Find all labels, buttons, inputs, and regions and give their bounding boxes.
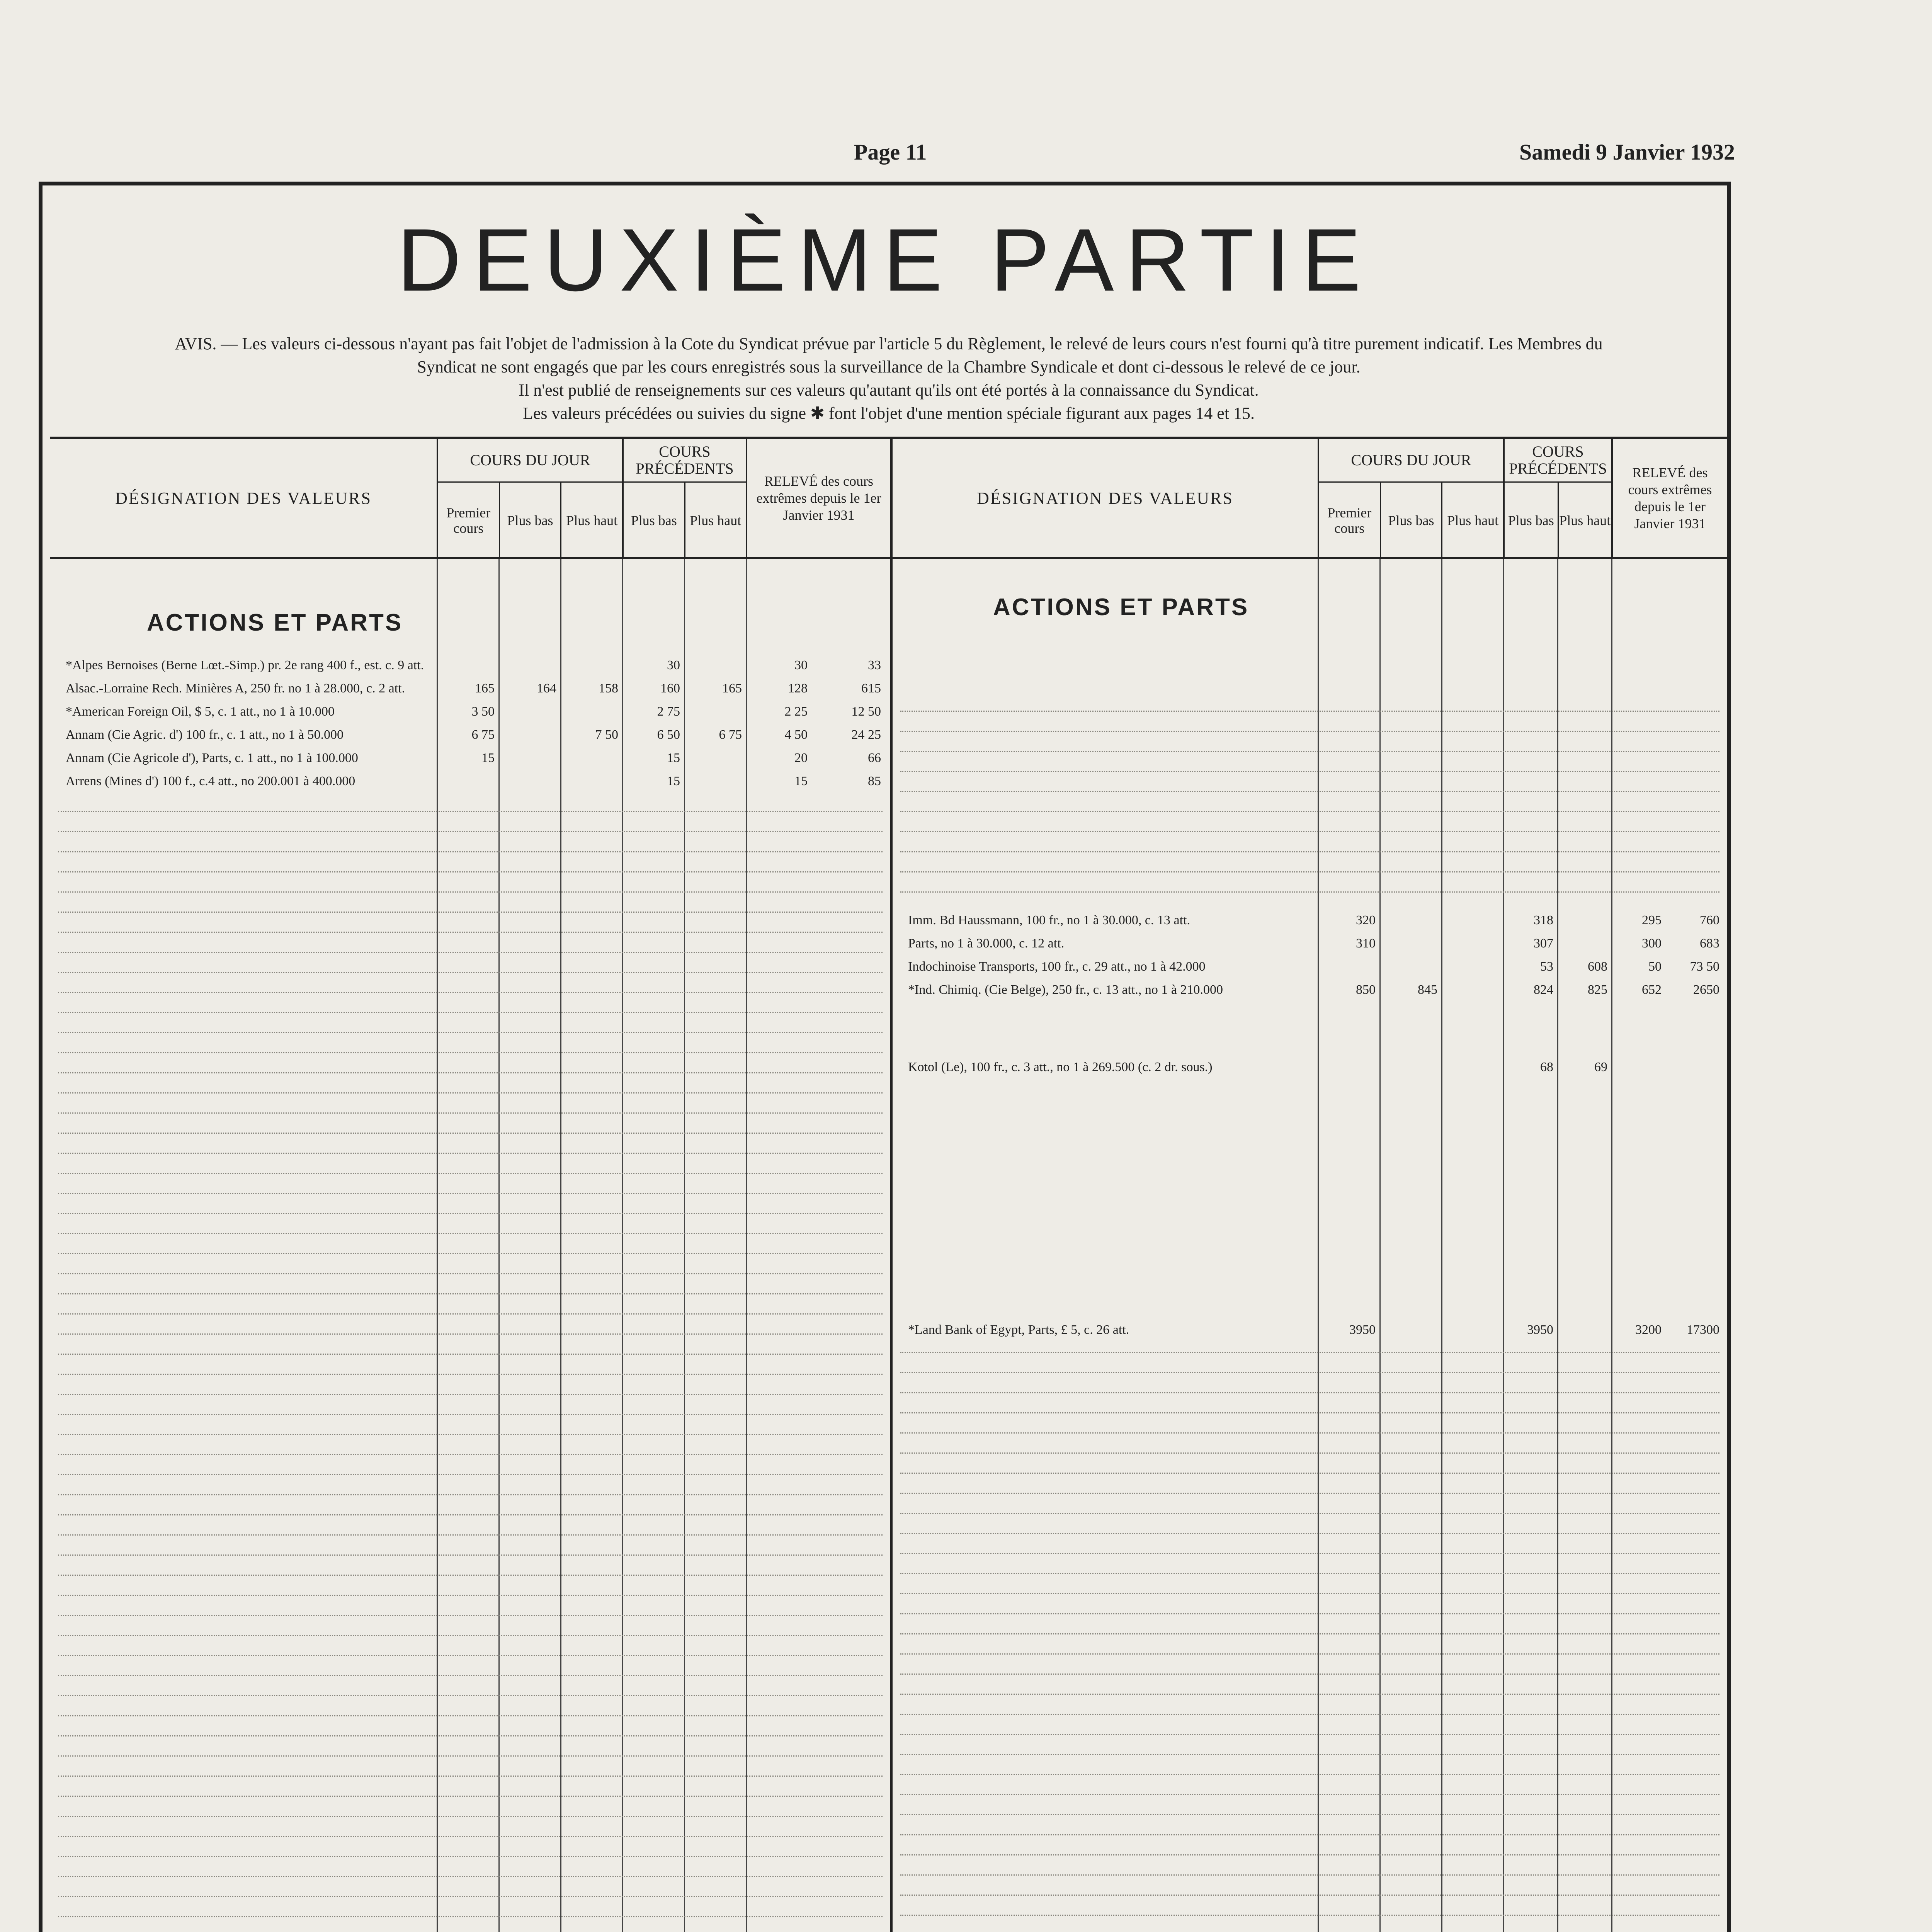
- prec-bas: 160: [660, 681, 680, 696]
- dotted-leader: [58, 1393, 883, 1395]
- plus-bas: 164: [537, 681, 556, 696]
- prec-bas: 30: [667, 658, 680, 672]
- page-header: [58, 139, 1735, 174]
- cours-precedents-group: [622, 439, 746, 557]
- premier-cours: 310: [1356, 936, 1376, 951]
- prec-plus-haut-header: Plus haut: [1558, 483, 1612, 558]
- dotted-leader: [58, 930, 883, 933]
- releve-header: RELEVÉ des cours extrêmes depuis le 1er Janvier 1931: [1611, 439, 1727, 557]
- prec-bas: 307: [1534, 936, 1553, 951]
- right-section-title: ACTIONS ET PARTS: [993, 594, 1249, 621]
- table-row: [50, 702, 890, 722]
- dotted-leader: [58, 1815, 883, 1817]
- dotted-leader: [900, 1351, 1719, 1353]
- dotted-leader: [58, 1031, 883, 1033]
- value-name: *Alpes Bernoises (Berne Lœt.-Simp.) pr. 2e rang 400 f., est. c. 9 att.: [66, 658, 424, 672]
- dotted-leader: [58, 1413, 883, 1415]
- dotted-leader: [900, 1592, 1719, 1594]
- releve-haut: 683: [1700, 936, 1719, 951]
- dotted-leader: [58, 1312, 883, 1315]
- table-row: [50, 679, 890, 699]
- dotted-leader: [900, 1853, 1719, 1855]
- dotted-leader: [58, 1734, 883, 1736]
- releve-haut: 760: [1700, 913, 1719, 927]
- dotted-leader: [900, 810, 1719, 812]
- premier-cours: 15: [481, 751, 495, 765]
- premier-cours: 165: [475, 681, 495, 696]
- value-name: Imm. Bd Haussmann, 100 fr., no 1 à 30.000, c. 13 att.: [908, 913, 1190, 927]
- prec-haut: 608: [1588, 959, 1607, 974]
- premier-cours: 6 75: [471, 728, 495, 742]
- dotted-leader: [900, 1713, 1719, 1715]
- dotted-leader: [58, 1513, 883, 1515]
- dotted-leader: [900, 1431, 1719, 1434]
- prec-haut: 825: [1588, 983, 1607, 997]
- dotted-leader: [900, 1813, 1719, 1815]
- premier-cours: 320: [1356, 913, 1376, 927]
- releve-bas: 3200: [1635, 1323, 1662, 1337]
- dotted-leader: [900, 1612, 1719, 1614]
- dotted-leader: [900, 1652, 1719, 1655]
- page-number: Page 11: [854, 139, 927, 165]
- plus-bas-header: Plus bas: [499, 483, 561, 558]
- plus-haut: 7 50: [595, 728, 618, 742]
- dotted-leader: [58, 870, 883, 872]
- premier-cours-header: Premier cours: [446, 505, 491, 536]
- dotted-leader: [58, 1192, 883, 1194]
- right-table: [893, 437, 1727, 1932]
- releve-bas: 20: [794, 751, 808, 765]
- prec-haut: 6 75: [719, 728, 742, 742]
- table-row: [893, 1320, 1727, 1340]
- dotted-leader: [58, 1091, 883, 1094]
- releve-haut: 33: [868, 658, 881, 672]
- dotted-leader: [58, 1232, 883, 1234]
- value-name: Annam (Cie Agric. d') 100 fr., c. 1 att., no 1 à 50.000: [66, 728, 344, 742]
- table-row: [893, 957, 1727, 977]
- dotted-leader: [58, 1774, 883, 1777]
- dotted-leader: [900, 1672, 1719, 1675]
- dotted-leader: [58, 1694, 883, 1696]
- dotted-leader: [900, 770, 1719, 772]
- prec-bas: 2 75: [657, 704, 680, 719]
- table-row: [50, 771, 890, 791]
- dotted-leader: [900, 1532, 1719, 1534]
- dotted-leader: [58, 890, 883, 893]
- value-name: Indochinoise Transports, 100 fr., c. 29 att., no 1 à 42.000: [908, 959, 1206, 974]
- dotted-leader: [58, 850, 883, 852]
- dotted-leader: [900, 730, 1719, 732]
- prec-bas: 53: [1540, 959, 1553, 974]
- dotted-leader: [58, 1493, 883, 1495]
- releve-bas: 652: [1642, 983, 1662, 997]
- cours-precedents-group: [1503, 439, 1611, 557]
- value-name: Annam (Cie Agricole d'), Parts, c. 1 att., no 1 à 100.000: [66, 751, 358, 765]
- prec-bas: 824: [1534, 983, 1553, 997]
- cours-precedents-header: COURS PRÉCÉDENTS: [624, 439, 746, 483]
- dotted-leader: [58, 1372, 883, 1375]
- premier-cours: 3950: [1349, 1323, 1376, 1337]
- dotted-leader: [58, 1915, 883, 1917]
- releve-bas: 4 50: [784, 728, 808, 742]
- dotted-leader: [900, 1692, 1719, 1695]
- releve-haut: 615: [861, 681, 881, 696]
- premier-cours: 850: [1356, 983, 1376, 997]
- plus-haut-header: Plus haut: [1441, 483, 1503, 558]
- dotted-leader: [900, 1572, 1719, 1574]
- prec-plus-bas-header: Plus bas: [631, 512, 677, 528]
- value-name: *Ind. Chimiq. (Cie Belge), 250 fr., c. 13 att., no 1 à 210.000: [908, 983, 1223, 997]
- releve-header: RELEVÉ des cours extrêmes depuis le 1er Janvier 1931: [746, 439, 890, 557]
- cours-du-jour-group: [1318, 439, 1503, 557]
- dotted-leader: [58, 1252, 883, 1254]
- dotted-leader: [58, 1875, 883, 1877]
- releve-haut: 85: [868, 774, 881, 788]
- dotted-leader: [58, 1131, 883, 1134]
- dotted-leader: [900, 1471, 1719, 1474]
- dotted-leader: [58, 1172, 883, 1174]
- table-header: [893, 439, 1727, 559]
- value-name: Arrens (Mines d') 100 f., c.4 att., no 200.001 à 400.000: [66, 774, 355, 788]
- releve-bas: 2 25: [784, 704, 808, 719]
- plus-haut: 158: [599, 681, 618, 696]
- dotted-leader: [58, 1754, 883, 1757]
- prec-bas: 318: [1534, 913, 1553, 927]
- dotted-leader: [900, 850, 1719, 852]
- dotted-leader: [900, 830, 1719, 832]
- avis-line: Syndicat ne sont engagés que par les cours enregistrés sous la surveillance de la Chambre Syndicale et dont ci-dessous le relevé de ce jour.: [417, 357, 1361, 376]
- dotted-leader: [58, 1332, 883, 1335]
- prec-plus-bas-header: Plus bas: [1508, 512, 1554, 528]
- premier-cours: 3 50: [471, 704, 495, 719]
- designation-header: DÉSIGNATION DES VALEURS: [115, 488, 372, 508]
- table-row: [893, 1057, 1727, 1077]
- dotted-leader: [900, 1893, 1719, 1896]
- dotted-leader: [58, 1151, 883, 1154]
- dotted-leader: [58, 1292, 883, 1294]
- prec-haut: 165: [722, 681, 742, 696]
- table-row: [50, 655, 890, 675]
- dotted-leader: [58, 1553, 883, 1556]
- dotted-leader: [900, 1391, 1719, 1393]
- designation-header: DÉSIGNATION DES VALEURS: [977, 488, 1233, 508]
- dotted-leader: [900, 1833, 1719, 1835]
- page-date: Samedi 9 Janvier 1932: [1519, 139, 1735, 165]
- dotted-leader: [58, 1352, 883, 1355]
- avis-notice: [81, 332, 1696, 425]
- value-name: *Land Bank of Egypt, Parts, £ 5, c. 26 att.: [908, 1323, 1129, 1337]
- releve-haut: 66: [868, 751, 881, 765]
- releve-haut: 73 50: [1690, 959, 1719, 974]
- prec-plus-haut-header: Plus haut: [684, 483, 746, 558]
- dotted-leader: [58, 1855, 883, 1857]
- dotted-leader: [58, 1895, 883, 1897]
- dotted-leader: [58, 1111, 883, 1114]
- dotted-leader: [58, 1071, 883, 1073]
- dotted-leader: [58, 810, 883, 812]
- dotted-leader: [900, 890, 1719, 893]
- document-frame: [39, 182, 1731, 1932]
- dotted-leader: [58, 1573, 883, 1576]
- dotted-leader: [58, 1654, 883, 1656]
- avis-line: AVIS. — Les valeurs ci-dessous n'ayant pas fait l'objet de l'admission à la Cote du Syndicat prévue par l'article 5 du Règlement, le relevé de leurs cours n'est fourni qu'à titre purement indicatif. Les Membres du: [175, 334, 1603, 353]
- dotted-leader: [58, 1212, 883, 1214]
- releve-bas: 15: [794, 774, 808, 788]
- dotted-leader: [58, 1634, 883, 1636]
- dotted-leader: [900, 1411, 1719, 1413]
- cours-du-jour-header: COURS DU JOUR: [438, 439, 622, 483]
- dotted-leader: [58, 971, 883, 973]
- prec-bas: 6 50: [657, 728, 680, 742]
- dotted-leader: [900, 1913, 1719, 1916]
- prec-bas: 15: [667, 774, 680, 788]
- dotted-leader: [58, 910, 883, 913]
- plus-haut-header: Plus haut: [560, 483, 622, 558]
- dotted-leader: [58, 1433, 883, 1435]
- releve-bas: 300: [1642, 936, 1662, 951]
- dotted-leader: [900, 1552, 1719, 1554]
- dotted-leader: [58, 1614, 883, 1616]
- value-name: Alsac.-Lorraine Rech. Minières A, 250 fr. no 1 à 28.000, c. 2 att.: [66, 681, 405, 696]
- dotted-leader: [900, 1733, 1719, 1735]
- releve-haut: 12 50: [851, 704, 881, 719]
- dotted-leader: [58, 1714, 883, 1716]
- releve-haut: 17300: [1687, 1323, 1719, 1337]
- premier-cours-header: Premier cours: [1327, 505, 1372, 536]
- prec-bas: 68: [1540, 1060, 1553, 1074]
- section-heading: DEUXIÈME PARTIE: [397, 210, 1373, 310]
- avis-line: Les valeurs précédées ou suivies du signe ✱ font l'objet d'une mention spéciale figurant aux pages 14 et 15.: [522, 404, 1255, 423]
- dotted-leader: [58, 1674, 883, 1676]
- prec-haut: 69: [1594, 1060, 1607, 1074]
- dotted-leader: [58, 1835, 883, 1837]
- left-table: [50, 437, 893, 1932]
- releve-bas: 30: [794, 658, 808, 672]
- dotted-leader: [900, 1451, 1719, 1454]
- dotted-leader: [58, 1051, 883, 1053]
- cours-du-jour-group: [437, 439, 622, 557]
- table-row: [50, 748, 890, 768]
- dotted-leader: [900, 790, 1719, 792]
- cours-precedents-header: COURS PRÉCÉDENTS: [1505, 439, 1611, 483]
- table-row: [893, 934, 1727, 954]
- dotted-leader: [900, 1793, 1719, 1795]
- dotted-leader: [900, 750, 1719, 752]
- dotted-leader: [900, 1873, 1719, 1876]
- plus-bas-header: Plus bas: [1380, 483, 1442, 558]
- value-name: Kotol (Le), 100 fr., c. 3 att., no 1 à 269.500 (c. 2 dr. sous.): [908, 1060, 1213, 1074]
- prec-bas: 3950: [1527, 1323, 1553, 1337]
- dotted-leader: [58, 1272, 883, 1274]
- releve-bas: 295: [1642, 913, 1662, 927]
- dotted-leader: [900, 1632, 1719, 1634]
- table-row: [50, 725, 890, 745]
- prec-bas: 15: [667, 751, 680, 765]
- dotted-leader: [58, 951, 883, 953]
- table-row: [893, 980, 1727, 1000]
- dotted-leader: [900, 1512, 1719, 1514]
- releve-bas: 128: [788, 681, 808, 696]
- dotted-leader: [58, 1794, 883, 1797]
- releve-bas: 50: [1648, 959, 1662, 974]
- table-row: [893, 910, 1727, 930]
- dotted-leader: [900, 1773, 1719, 1775]
- dotted-leader: [900, 1371, 1719, 1373]
- value-name: *American Foreign Oil, $ 5, c. 1 att., no 1 à 10.000: [66, 704, 335, 719]
- dotted-leader: [900, 1753, 1719, 1755]
- plus-bas: 845: [1418, 983, 1437, 997]
- dotted-leader: [58, 1473, 883, 1475]
- dotted-leader: [58, 1533, 883, 1536]
- releve-haut: 24 25: [851, 728, 881, 742]
- value-name: Parts, no 1 à 30.000, c. 12 att.: [908, 936, 1065, 951]
- dotted-leader: [58, 830, 883, 832]
- left-section-title: ACTIONS ET PARTS: [147, 609, 403, 636]
- dotted-leader: [900, 1492, 1719, 1494]
- dotted-leader: [900, 870, 1719, 872]
- dotted-leader: [58, 991, 883, 993]
- table-header: [50, 439, 890, 559]
- dotted-leader: [58, 1011, 883, 1013]
- dotted-leader: [58, 1453, 883, 1455]
- dotted-leader: [58, 1594, 883, 1596]
- releve-haut: 2650: [1693, 983, 1719, 997]
- cours-du-jour-header: COURS DU JOUR: [1319, 439, 1503, 483]
- avis-line: Il n'est publié de renseignements sur ces valeurs qu'autant qu'ils ont été portés à la connaissance du Syndicat.: [519, 381, 1259, 400]
- dotted-leader: [900, 709, 1719, 712]
